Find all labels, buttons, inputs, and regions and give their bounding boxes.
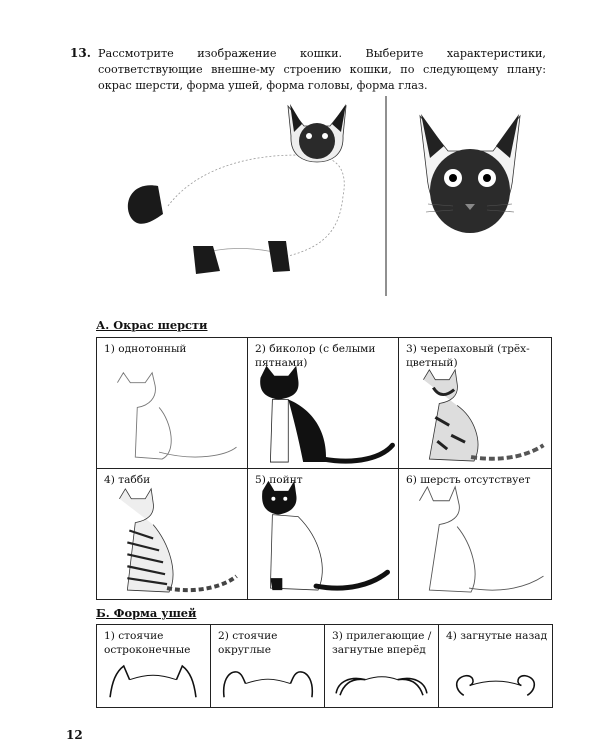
coat-option-tabby (97, 469, 248, 600)
section-a-title: А. Окрас шерсти (96, 318, 208, 332)
coat-option-label: 6) шерсть отсутствует (406, 474, 531, 486)
coat-option-label: 5) пойнт (255, 474, 303, 486)
section-b-title: Б. Форма ушей (96, 606, 197, 620)
coat-option-solid (97, 338, 248, 469)
cat-head (288, 104, 346, 162)
cat-full-body (168, 155, 344, 256)
question-number: 13. (70, 46, 91, 60)
coat-option-bicolor (248, 338, 399, 469)
coat-option-label: 3) черепаховый (трёх-цветный) (406, 343, 530, 369)
ear-option-folded (325, 625, 439, 708)
coat-option-label: 2) биколор (с белыми пятнами) (255, 343, 376, 369)
curled-ears-icon (439, 625, 552, 707)
rounded-ears-icon (211, 625, 324, 707)
cat-hairless-icon (399, 469, 551, 599)
ear-shape-grid (96, 624, 553, 708)
coat-option-label: 1) однотонный (104, 343, 187, 355)
cat-bicolor-icon (248, 338, 398, 468)
ear-option-pointed (97, 625, 211, 708)
siamese-cat-illustration (108, 96, 548, 296)
coat-option-point (248, 469, 399, 600)
ear-option-label: 4) загнутые назад (446, 630, 548, 642)
ear-option-label: 3) прилегающие / загнутые вперёд (332, 630, 432, 656)
ear-option-label: 2) стоячие округлые (218, 630, 278, 656)
coat-option-tortoise (399, 338, 552, 469)
cat-point-icon (248, 469, 398, 599)
ear-option-label: 1) стоячие остроконечные (104, 630, 191, 656)
coat-option-label: 4) табби (104, 474, 151, 486)
folded-ears-icon (325, 625, 438, 707)
cat-tortoise-icon (399, 338, 551, 468)
cat-front-leg (268, 241, 290, 272)
coat-option-hairless (399, 469, 552, 600)
ear-option-curled (439, 625, 553, 708)
page-number: 12 (66, 728, 83, 742)
pointed-ears-icon (97, 625, 210, 707)
cat-tabby-icon (97, 469, 247, 599)
coat-color-grid (96, 337, 552, 600)
question-text: Рассмотрите изображение кошки. Выберите характеристики, соответствующие внешне-му строению кошки, по следующему плану: окрас шерсти, форма ушей, форма головы, форма глаз. (98, 47, 546, 92)
cat-outline-icon (97, 338, 247, 468)
cat-tail (128, 185, 163, 224)
cat-portrait (420, 114, 520, 233)
ear-option-rounded (211, 625, 325, 708)
siamese-cat-drawing (108, 96, 548, 296)
